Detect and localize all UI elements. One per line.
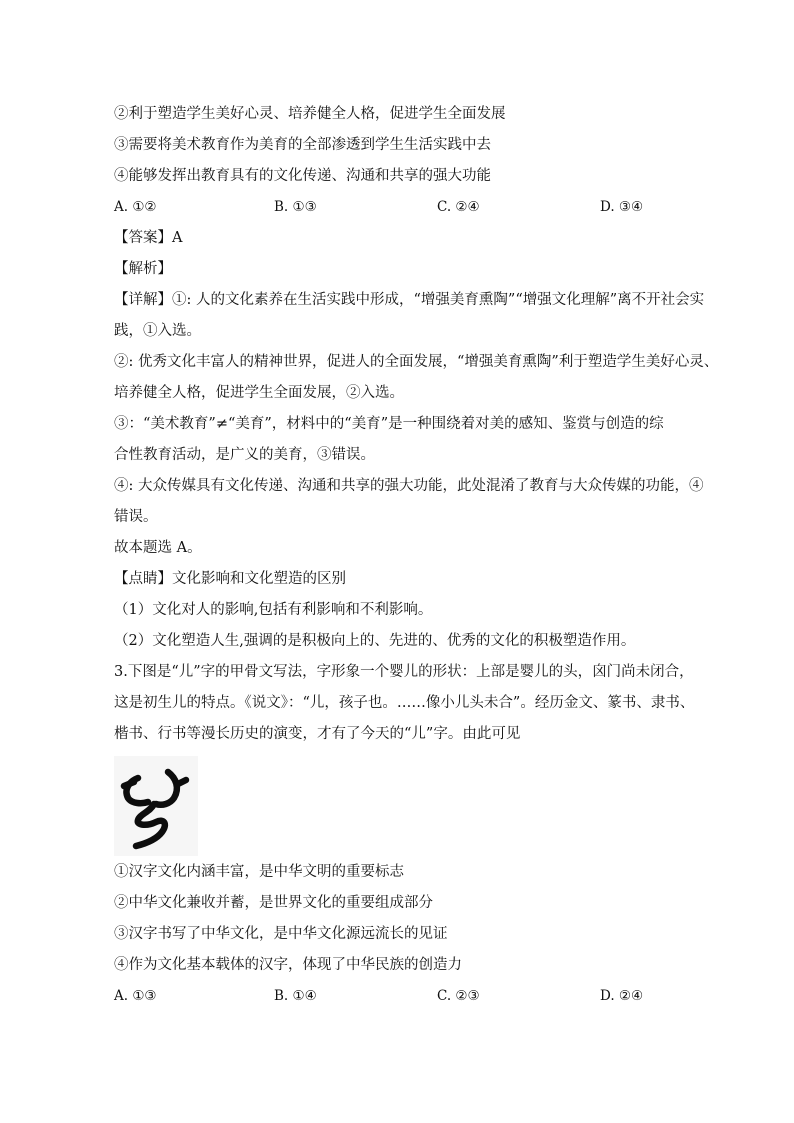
tip-line-2: （2）文化塑造人生,强调的是积极向上的、先进的、优秀的文化的积极塑造作用。 [114,633,636,649]
q2-choice-c: C. ②④ [437,199,480,215]
tip-line-1: （1）文化对人的影响,包括有利影响和不利影响。 [114,602,433,618]
glyph-stroke-body [136,804,165,846]
q2-choice-d: D. ③④ [600,199,644,215]
oracle-bone-er-glyph-icon [114,756,198,856]
q2-option-2: ②利于塑造学生美好心灵、培养健全人格，促进学生全面发展 [114,106,506,122]
detail-line-1: 【详解】①: 人的文化素养在生活实践中形成，“增强美育熏陶”“增强文化理解”离不开社会实 [114,292,705,308]
q3-stem-line-2: 这是初生儿的特点。《说文》：“儿，孩子也。……像小儿头未合”。经历金文、篆书、隶书、 [114,695,695,711]
q3-choice-d: D. ②④ [600,988,644,1004]
q3-option-3: ③汉字书写了中华文化，是中华文化源远流长的见证 [114,926,448,942]
q2-choice-b: B. ①③ [274,199,317,215]
q2-choice-a: A. ①② [114,199,157,215]
glyph-stroke-right [156,772,177,805]
q3-stem-line-1: 3.下图是“儿”字的甲骨文写法，字形象一个婴儿的形状：上部是婴儿的头，囟门尚未闭合， [114,664,694,680]
q3-answer-choices [114,986,674,1006]
q3-option-2: ②中华文化兼收并蓄，是世界文化的重要组成部分 [114,895,433,911]
detail-line-3: ②: 优秀文化丰富人的精神世界，促进人的全面发展，“增强美育熏陶”利于塑造学生美好心灵、 [114,354,719,370]
q3-option-1: ①汉字文化内涵丰富，是中华文明的重要标志 [114,864,404,880]
detail-line-7: ④: 大众传媒具有文化传递、沟通和共享的强大功能，此处混淆了教育与大众传媒的功能，④ [114,478,704,494]
answer-line: 【答案】A [114,230,183,246]
q3-choice-b: B. ①④ [274,988,317,1004]
q3-option-4: ④作为文化基本载体的汉字，体现了中华民族的创造力 [114,957,462,973]
q2-option-4: ④能够发挥出教育具有的文化传递、沟通和共享的强大功能 [114,168,491,184]
detail-line-2: 践，①入选。 [114,323,201,339]
conclusion-line: 故本题选 A。 [114,540,202,556]
q3-choice-c: C. ②③ [437,988,480,1004]
q3-choice-a: A. ①③ [114,988,157,1004]
oracle-bone-er-glyph-image [114,756,198,856]
detail-line-8: 错误。 [114,509,158,525]
tip-heading: 【点睛】文化影响和文化塑造的区别 [114,571,346,587]
q2-answer-choices [114,197,674,217]
glyph-stroke-left-tick [124,782,134,786]
analysis-heading: 【解析】 [114,261,172,277]
detail-line-4: 培养健全人格，促进学生全面发展，②入选。 [114,385,404,401]
detail-line-5: ③：“美术教育”≠“美育”，材料中的“美育”是一种围绕着对美的感知、鉴赏与创造的综 [114,416,664,432]
q3-stem-line-3: 楷书、行书等漫长历史的演变，才有了今天的“儿”字。由此可见 [114,726,521,742]
q2-option-3: ③需要将美术教育作为美育的全部渗透到学生生活实践中去 [114,137,491,153]
detail-line-6: 合性教育活动，是广义的美育，③错误。 [114,447,375,463]
glyph-stroke-right-tick [178,780,186,784]
